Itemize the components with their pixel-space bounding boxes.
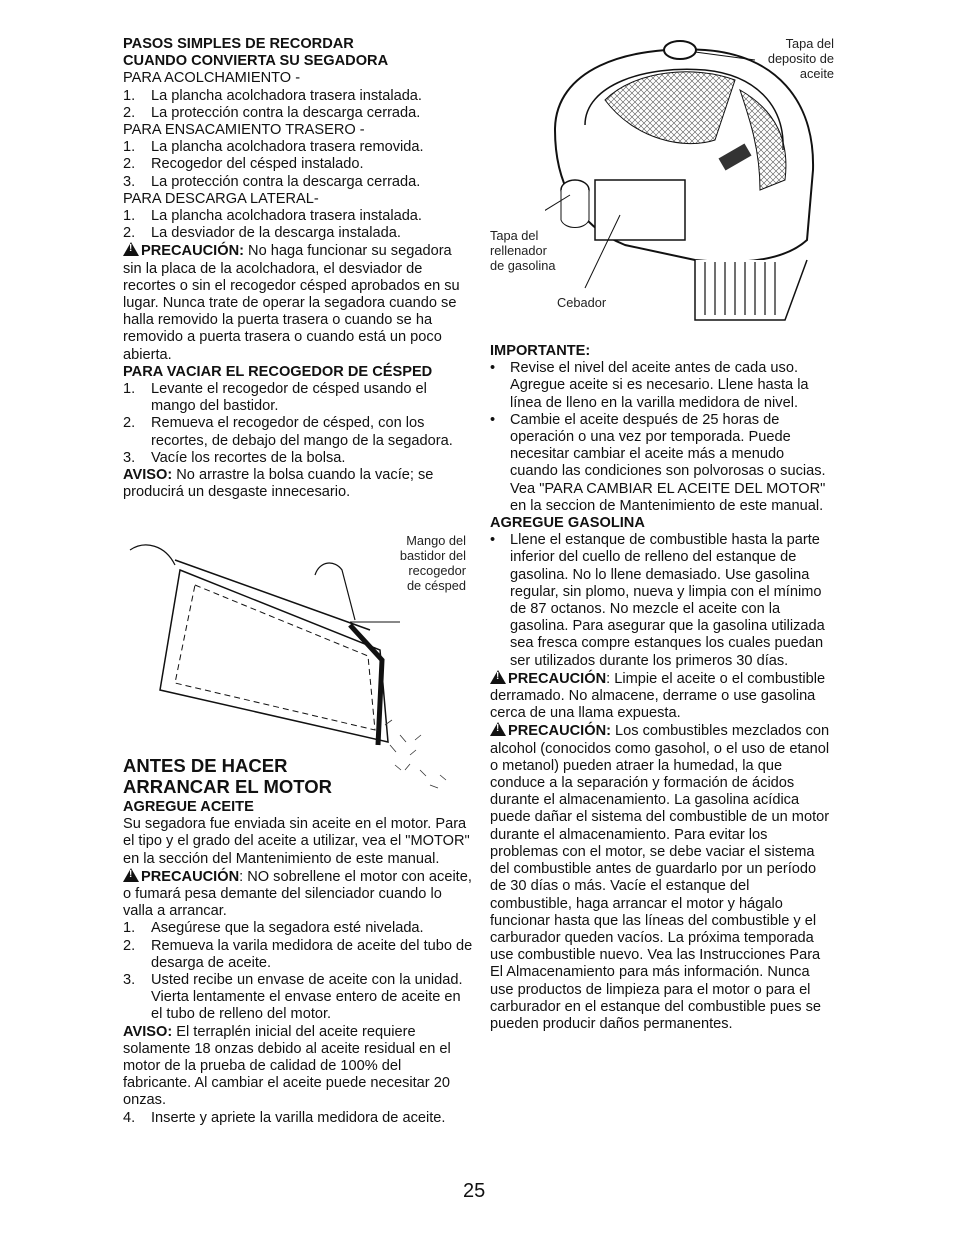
list-item: 2. La protección contra la descarga cerrada. (123, 104, 421, 121)
label-fuel-cap: Tapa del rellenador de gasolina (490, 228, 556, 273)
left-column (123, 36, 473, 501)
list-item: 2. Recogedor del césped instalado. (123, 156, 364, 173)
list-item: 1. Asegúrese que la segadora esté nivelada. (123, 920, 424, 937)
notice-paragraph: AVISO: No arrastre la bolsa cuando la vacíe; se producirá un desgaste innecesario. (123, 467, 434, 501)
empty-heading: PARA VACIAR EL RECOGEDOR DE CÉSPED (123, 363, 433, 380)
warning-icon (490, 670, 506, 684)
list-item: 2. Remueva el recogedor de césped, con los recortes, de debajo del mango de la segadora. (123, 415, 453, 449)
list-item: 1. Levante el recogedor de césped usando el mango del bastidor. (123, 381, 427, 415)
gas-heading: AGREGUE GASOLINA (490, 515, 645, 532)
mulch-heading: PARA ACOLCHAMIENTO - (123, 70, 301, 87)
label-catcher-handle: Mango del bastidor del recogedor de césped (399, 533, 466, 593)
bullet-item: • Revise el nivel del aceite antes de cada uso. Agregue aceite si es necesario. Llene hasta la línea de lleno en la varilla medidora de nivel. (490, 360, 809, 411)
label-primer: Cebador (557, 295, 607, 310)
notice-paragraph: AVISO: El terraplén inicial del aceite requiere solamente 18 onzas debido al aceite residual en el motor de la prueba de calidad de 100% del fabricante. Al cambiar el aceite puede necesitar 20 onzas. (123, 1023, 451, 1109)
side-heading: PARA DESCARGA LATERAL- (123, 190, 319, 207)
list-item: 3. La protección contra la descarga cerrada. (123, 173, 421, 190)
caution-paragraph: !PRECAUCIÓN: Limpie el aceite o el combustible derramado. No almacene, derrame o use gasolina cerca de una llama expuesta. (490, 670, 835, 723)
oil-heading: AGREGUE ACEITE (123, 799, 254, 815)
section-title: CUANDO CONVIERTA SU SEGADORA (123, 53, 389, 70)
warning-icon (123, 242, 139, 256)
list-item: 2. Remueva la varila medidora de aceite del tubo de desarga de aceite. (123, 937, 473, 971)
caution-paragraph: !PRECAUCIÓN: NO sobrellene el motor con aceite, o fumará pesa demante del silenciador cuando lo valla a arrancar. (123, 868, 473, 921)
list-item: 2. La desviador de la descarga instalada. (123, 225, 401, 242)
bag-heading: PARA ENSACAMIENTO TRASERO - (123, 122, 365, 139)
list-item: 1. La plancha acolchadora trasera removida. (123, 139, 424, 156)
bullet-item: • Cambie el aceite después de 25 horas de operación o una vez por temporada. Puede necesitar cambiar el aceite más a menudo cuando las condiciones son polvorosas o sucias. Vea "PARA CAMBIAR EL ACEITE DEL MOTOR" en la seccion de Mantenimiento de este manual. (490, 411, 826, 514)
caution-paragraph: !PRECAUCIÓN: No haga funcionar su segadora sin la placa de la acolchadora, el desviador de recortes o sin el recogedor césped aprobados en su lugar. Nunca trate de operar la segadora cuando se halla removido la puerta trasera o cuando se ha removido a puerta trasera o cuando está un poco abierta. (123, 242, 473, 363)
warning-icon (123, 868, 139, 882)
left-column-bottom (123, 755, 473, 1127)
list-item: 1. La plancha acolchadora trasera instalada. (123, 87, 422, 104)
page-number: 25 (463, 1180, 486, 1202)
list-item: 3. Vacíe los recortes de la bolsa. (123, 449, 346, 466)
warning-icon (490, 722, 506, 736)
list-item: 4. Inserte y apriete la varilla medidora de aceite. (123, 1109, 446, 1126)
oil-paragraph: Su segadora fue enviada sin aceite en el motor. Para el tipo y el grado del aceite a utilizar, vea el "MOTOR" en la sección del Mantenimiento de este manual. (123, 816, 470, 867)
important-heading: IMPORTANTE: (490, 343, 591, 359)
bullet-item: • Llene el estanque de combustible hasta la parte inferior del cuello de relleno del estanque de gasolina. No lo llene demasiado. Use gasolina regular, sin plomo, nueva y limpia con el mínimo de 87 octanos. No mezcle el aceite con la gasolina. Para asegurar que la gasolina utilizada sea fresca compre estanques los cuales puedan ser utilizados durante los primeros 30 días. (490, 532, 825, 669)
list-item: 1. La plancha acolchadora trasera instalada. (123, 208, 422, 225)
section-title: ANTES DE HACER (123, 755, 288, 776)
label-oil-cap: Tapa del deposito de aceite (767, 36, 834, 81)
caution-paragraph: !PRECAUCIÓN: Los combustibles mezclados con alcohol (conocidos como gasohol, o el uso de etanol o metanol) pueden atraer la humedad, la que conduce a la separación y formación de ácidos durante el almacenamiento. La gasolina acídica puede dañar el sistema del combustible de un motor durante el almacenamiento. Para evitar los problemas con el motor, se debe vaciar el sistema del combustible antes de guardarlo por un período de 30 días o más. Vacíe el estanque del combustible, haga arrancar el motor y hágalo funcionar hasta que las líneas del combustible y el carburador queden vacíos. La próxima temporada use combustible nuevo. Vea las Instrucciones Para El Almacenamiento para más información. Nunca use productos de limpieza para el motor o para el carburador en el estanque del combustible pues se pueden producir daños permanentes. (490, 722, 835, 1033)
list-item: 3. Usted recibe un envase de aceite con la unidad. Vierta lentamente el envase entero de aceite en el tubo de relleno del motor. (123, 972, 463, 1023)
right-column (490, 343, 835, 1033)
section-title: ARRANCAR EL MOTOR (123, 776, 332, 797)
section-title: PASOS SIMPLES DE RECORDAR (123, 36, 354, 52)
